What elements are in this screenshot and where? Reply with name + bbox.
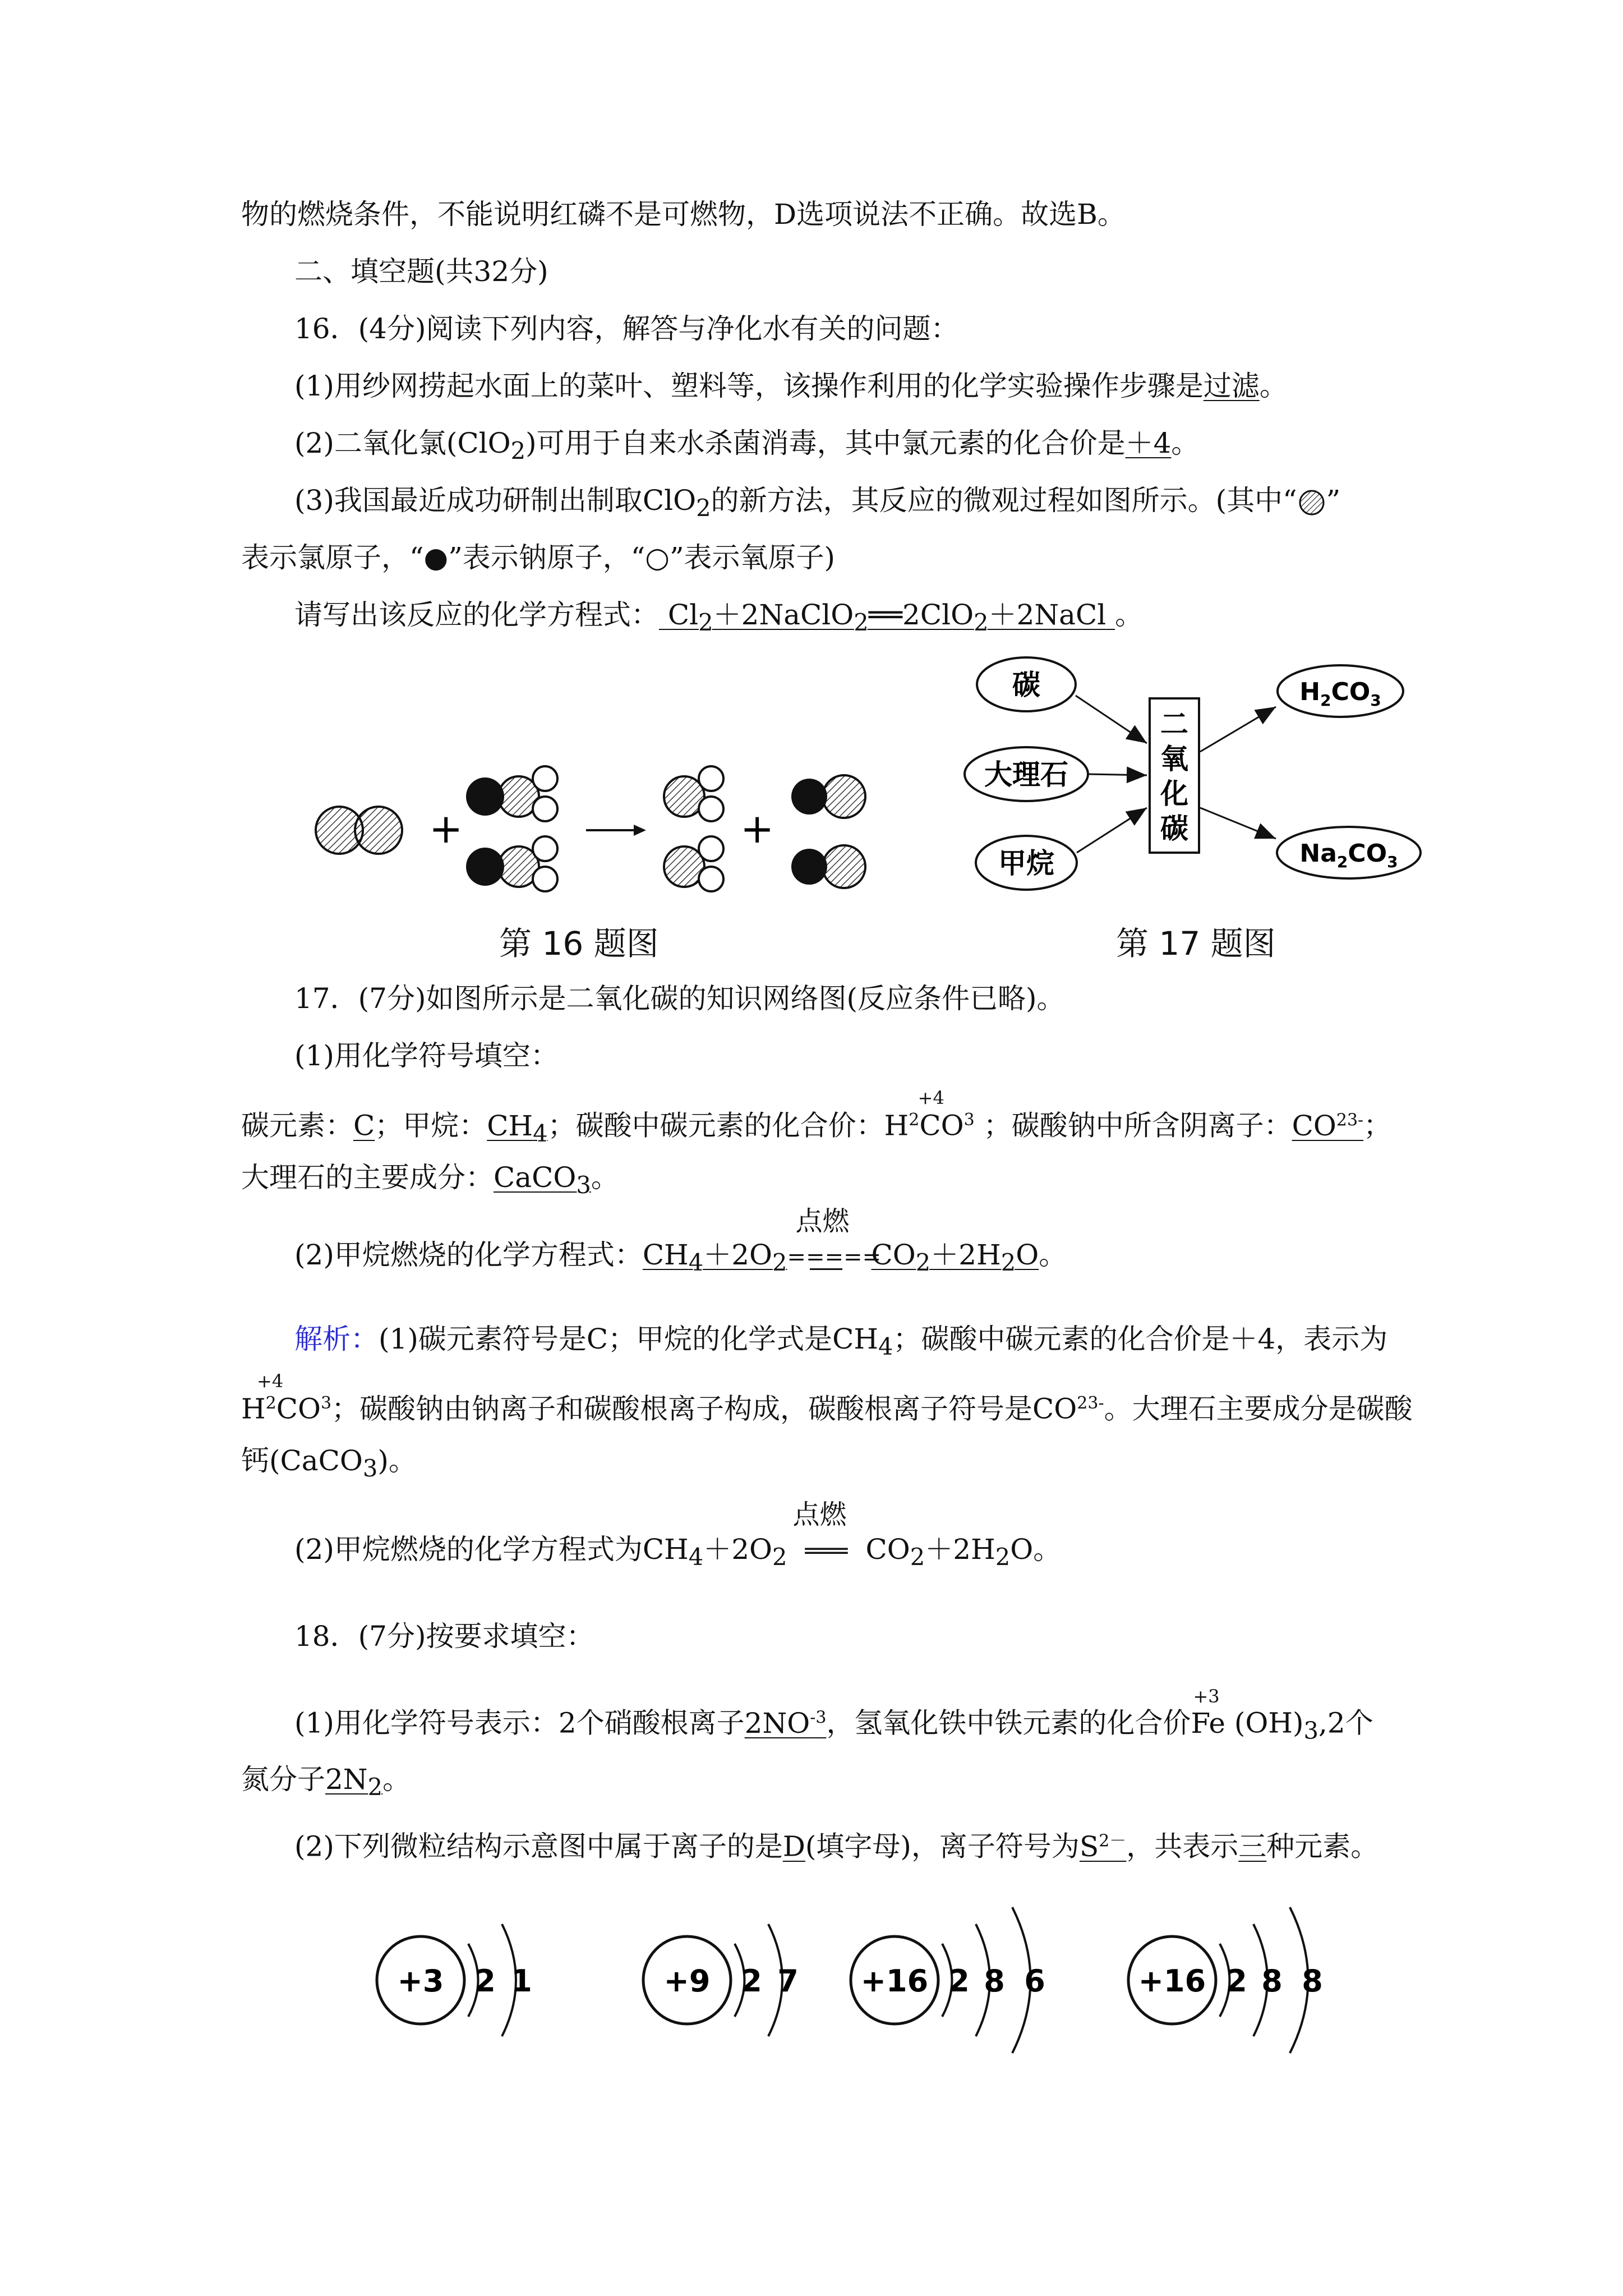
figure-17-network	[953, 645, 1458, 909]
figure-17-caption: 第 17 题图	[1116, 924, 1276, 963]
analysis-line3: 钙(CaCO$_3$)。	[241, 1444, 417, 1482]
analysis-label: 解析：	[294, 1323, 379, 1355]
text-line: 物的燃烧条件，不能说明红磷不是可燃物，D选项说法不正确。故选B。	[241, 198, 1126, 231]
q18-stem: 18．(7分)按要求填空：	[294, 1620, 594, 1653]
node-carbonic-acid	[1278, 665, 1403, 717]
atom-diagram-c	[851, 1907, 1045, 2053]
svg-text:Na2CO3: $Na_2CO_3$	[1299, 839, 1398, 871]
node-methane	[976, 836, 1077, 890]
svg-text:+16: +16	[1138, 1963, 1206, 1999]
svg-text:碳: 碳	[1160, 812, 1188, 845]
q17-stem: 17．(7分)如图所示是二氧化碳的知识网络图(反应条件已略)。	[294, 982, 1065, 1015]
svg-text:2: 2	[741, 1963, 762, 1999]
svg-text:化: 化	[1160, 777, 1188, 810]
node-marble	[965, 747, 1088, 801]
q16-equation: 请写出该反应的化学方程式： $Cl_2+2NaClO_2══2ClO_2+2NaCl$ 。	[294, 599, 1144, 636]
sodium-chlorite-molecule	[466, 766, 557, 821]
sodium-chloride-molecule	[791, 775, 865, 818]
q16-part3-line2: 表示氯原子，“●”表示钠原子，“○”表示氧原子)	[241, 541, 836, 574]
chlorine-atom-icon	[1297, 488, 1326, 517]
svg-text:6: 6	[1024, 1963, 1045, 1999]
svg-text:8: 8	[984, 1963, 1005, 1999]
svg-text:2: 2	[1226, 1963, 1247, 1999]
q17-part2: (2)甲烷燃烧的化学方程式：$CH_4+2O_2$ 点燃 ===== $CO_2+2H_2O$。	[294, 1205, 1067, 1276]
node-sodium-carbonate	[1277, 827, 1421, 878]
analysis-line2: +4 $H^2CO^3$；碳酸钠由钠离子和碳酸根离子构成，碳酸根离子符号是$CO^{23-}$。大理石主要成分是碳酸	[241, 1370, 1413, 1425]
svg-text:1: 1	[511, 1963, 532, 1999]
svg-text:氧: 氧	[1160, 743, 1188, 775]
figure-16-caption: 第 16 题图	[499, 924, 659, 963]
svg-text:二: 二	[1160, 708, 1188, 740]
atom-diagram-a	[377, 1924, 532, 2036]
sodium-chloride-molecule	[791, 845, 865, 888]
answer-filtration: 过滤	[1203, 370, 1260, 402]
q18-part2: (2)下列微粒结构示意图中属于离子的是D(填字母)，离子符号为$S^{2-}$，共表示三种元素。	[294, 1830, 1379, 1863]
answer-equation: $Cl_2+2NaClO_2══2ClO_2+2NaCl$	[667, 599, 1106, 636]
plus-sign: +	[429, 805, 463, 852]
q16-part2: (2)二氧化氯(ClO$_2$)可用于自来水杀菌消毒，其中氯元素的化合价是＋4。	[294, 427, 1200, 464]
q18-part1-line2: 氮分子$2N_2$。	[241, 1763, 411, 1801]
analysis-line4: (2)甲烷燃烧的化学方程式为$CH_4+2O_2$ 点燃 ═══ $CO_2+2H_2O$。	[294, 1499, 1062, 1571]
svg-text:H2CO3: $H_2CO_3$	[1299, 678, 1381, 710]
node-carbon	[977, 657, 1076, 711]
analysis-line1: 解析：(1)碳元素符号是C；甲烷的化学式是$CH_4$；碳酸中碳元素的化合价是＋4，表示为	[294, 1323, 1388, 1360]
q17-part1: (1)用化学符号填空：	[294, 1039, 559, 1072]
answer-valence: ＋4	[1125, 427, 1172, 459]
q16-part1: (1)用纱网捞起水面上的菜叶、塑料等，该操作利用的化学实验操作步骤是过滤。	[294, 370, 1288, 402]
chlorine-molecule	[316, 807, 402, 854]
chlorine-dioxide-molecule	[664, 766, 723, 821]
svg-text:2: 2	[474, 1963, 496, 1999]
svg-text:7: 7	[777, 1963, 799, 1999]
svg-text:8: 8	[1302, 1963, 1323, 1999]
atom-structure-diagrams	[348, 1890, 1402, 2081]
atom-diagram-b	[643, 1924, 799, 2036]
svg-text:8: 8	[1261, 1963, 1283, 1999]
svg-text:碳: 碳	[1012, 669, 1040, 701]
sodium-chlorite-molecule	[466, 836, 557, 891]
svg-text:2: 2	[948, 1963, 970, 1999]
svg-text:甲烷: 甲烷	[998, 847, 1054, 880]
atom-diagram-d	[1128, 1907, 1323, 2053]
chlorine-dioxide-molecule	[664, 836, 723, 891]
q16-stem: 16．(4分)阅读下列内容，解答与净化水有关的问题：	[294, 312, 959, 345]
plus-sign: +	[740, 805, 774, 852]
figure-16-reaction	[303, 746, 931, 914]
node-carbon-dioxide	[1150, 698, 1199, 853]
svg-text:大理石: 大理石	[984, 758, 1068, 791]
q16-part3: (3)我国最近成功研制出制取ClO$_2$的新方法，其反应的微观过程如图所示。(其中“ ”	[294, 484, 1341, 522]
section-title: 二、填空题(共32分)	[294, 255, 548, 288]
svg-text:+9: +9	[663, 1963, 711, 1999]
q17-marble: 大理石的主要成分：CaCO$_3$。	[241, 1161, 619, 1199]
svg-text:+16: +16	[860, 1963, 929, 1999]
svg-text:+3: +3	[397, 1963, 444, 1999]
q17-row: 碳元素：C；甲烷：$CH_4$；碳酸中碳元素的化合价： +4 $H^2CO^3$ ；碳酸钠中所含阴离子：$CO^{23-}$；	[241, 1087, 1392, 1147]
q18-part1: (1)用化学符号表示：2个硝酸根离子$2NO^{-3}$，氢氧化铁中铁元素的化合价 +3 Fe $(OH)_3,2$个	[294, 1685, 1373, 1745]
